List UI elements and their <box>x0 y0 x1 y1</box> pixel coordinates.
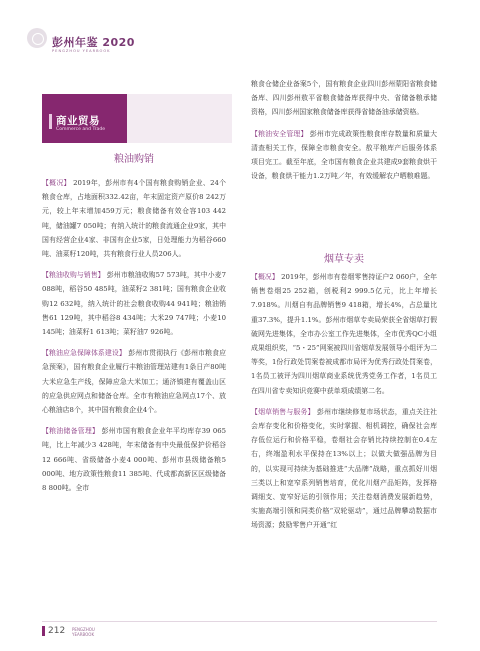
paragraph-text: 2019年，彭州市有卷烟零售持证户2 060户，全年销售卷烟25 252箱，创税利2 999.5亿元，比上年增长7.918%。川烟自有品牌销售9 418箱，增长4%，占总量比重37.3%，提升1.1%。彭州市烟草专卖局荣获全省烟草打假破网先进集体，全市办公室工作先进集体，全市优秀QC小组成果组织奖，“5・25”网案被四川省烟草发展领导小组评为二等奖，1份行政处罚案卷被成都市局评为优秀行政处罚案卷，1名员工被评为四川烟草商业系统优秀党务工作者，1名员工在四川省专卖知识竞赛中获单项成绩第二名。 <box>251 273 438 395</box>
paragraph-safety <box>251 127 437 184</box>
paragraph-tag: 【粮油储备管理】 <box>42 427 100 436</box>
paragraph-tag: 【粮油应急保障体系建设】 <box>42 349 126 358</box>
paragraph-storage-continued: 粮食仓储企业备案5个，国有粮食企业四川彭州蒙阳省粮食储备库、四川彭州敖平省粮食储备库获得中央、省储备粮承储资格，四川彭州国家粮食储备库获得省储备油承储资格。 <box>251 80 437 117</box>
page-header <box>0 0 480 53</box>
paragraph-tag: 【烟草销售与服务】 <box>251 407 315 416</box>
paragraph-text: 2019年，彭州市有4个国有粮食购销企业、24个粮食仓库，占地面积332.42亩，年末固定资产原价8 242万元，较上年末增加459万元；粮食储备有效仓容103 442吨，储油罐7 050吨；有纳入统计的粮食流通企业9家，其中国有经营企业4家、非国有企业5家，日处理能力为稻谷660吨、油菜籽120吨，共有粮食行业人员206人。 <box>42 179 226 259</box>
paragraph-tag: 【概况】 <box>42 179 71 187</box>
subsection-heading-tobacco: 烟草专卖 <box>324 254 364 265</box>
section-banner <box>42 94 127 143</box>
paragraph-overview-grain <box>42 176 226 261</box>
paragraph-text: 彭州市贯彻执行《彭州市粮食应急预案》，国有粮食企业履行丰粮油管理站建有1条日产80吨大米应急生产线，保障应急大米加工；通济镇建有覆盖山区的应急供应网点和储备仓库。全市有粮油应急网点17个、放心粮油店8个，其中国有粮食企业4个。 <box>42 349 226 415</box>
paragraph-text: 彭州市国有粮食企业年平均库存39 065吨，比上年减少3 428吨，年末储备有中央最低保护价稻谷12 666吨、省级储备小麦4 000吨、彭州市县级储备粮5 000吨、地方政策性粮食11 385吨、代成都高新区区级储备8 800吨。全市 <box>42 427 226 493</box>
paragraph-tag: 【粮油收购与销售】 <box>42 271 105 280</box>
section-banner-band <box>127 94 232 143</box>
footer-brand-line2: YEARBOOK <box>72 632 95 637</box>
page-number: 212 <box>48 626 66 636</box>
footer-brand-line1: PENGZHOU <box>72 627 95 632</box>
section-title: 商业贸易 <box>56 115 100 127</box>
yearbook-subtitle: PENGZHOU YEARBOOK <box>52 49 111 53</box>
paragraph-text: 彭州市完成政策性粮食库存数量和质量大清查相关工作，保障全市粮食安全。敖平粮库产后服务体系项目完工。截至年底，全市国有粮食企业共建成9套粮食烘干设备，粮食烘干能力1.2万吨／年，有效缓解农户晒粮难题。 <box>251 129 437 181</box>
subsection-heading-grain: 粮油购销 <box>114 154 154 165</box>
paragraph-tobacco-sales <box>251 405 437 533</box>
section-subtitle: Commerce and Trade <box>56 127 106 132</box>
yearbook-title: 彭州年鉴 2020 <box>52 36 135 49</box>
paragraph-tag: 【粮油安全管理】 <box>251 129 308 138</box>
yearbook-logo-icon <box>27 28 47 48</box>
footer-accent <box>42 626 45 636</box>
footer-divider <box>42 621 437 622</box>
right-column-tobacco <box>251 270 437 540</box>
left-column <box>42 176 226 502</box>
paragraph-storage <box>42 424 226 495</box>
section-banner-accent <box>49 114 52 129</box>
paragraph-text: 彭州市粮油收购57 573吨，其中小麦7 088吨，稻谷50 485吨，油菜籽2 381吨；国有粮食企业收购12 632吨，纳入统计的社会粮食收购44 941吨；粮油销售61 129吨，其中稻谷8 434吨；大米29 747吨；小麦10 145吨；油菜籽1 613吨；菜籽油7 926吨。 <box>42 271 227 337</box>
right-column <box>251 77 437 190</box>
paragraph-overview-tobacco <box>251 270 437 398</box>
paragraph-purchase-sales <box>42 268 226 339</box>
paragraph-tag: 【概况】 <box>251 273 279 281</box>
paragraph-emergency <box>42 346 226 417</box>
paragraph-text: 彭州市继续修复市场状态，重点关注社会库存变化和价格变化，实时掌握、相机调控，确保社会库存低位运行和价格平稳，卷烟社会存销比持续控制在0.4左右，终端盈利水平保持在13%以上；以做大做强品牌为目的，以实现可持续为基础推进“大品牌”战略，重点抓好川烟三类以上和宽窄系列销售培育，优化川烟产品矩阵，发挥格调细支、宽窄好运的引领作用；关注卷烟消费发展新趋势，实施高端引领和同类价格“双轮驱动”，通过品牌攀动数据市场资源；鼓励零售户开通“红 <box>251 407 437 530</box>
footer-brand <box>72 627 95 637</box>
